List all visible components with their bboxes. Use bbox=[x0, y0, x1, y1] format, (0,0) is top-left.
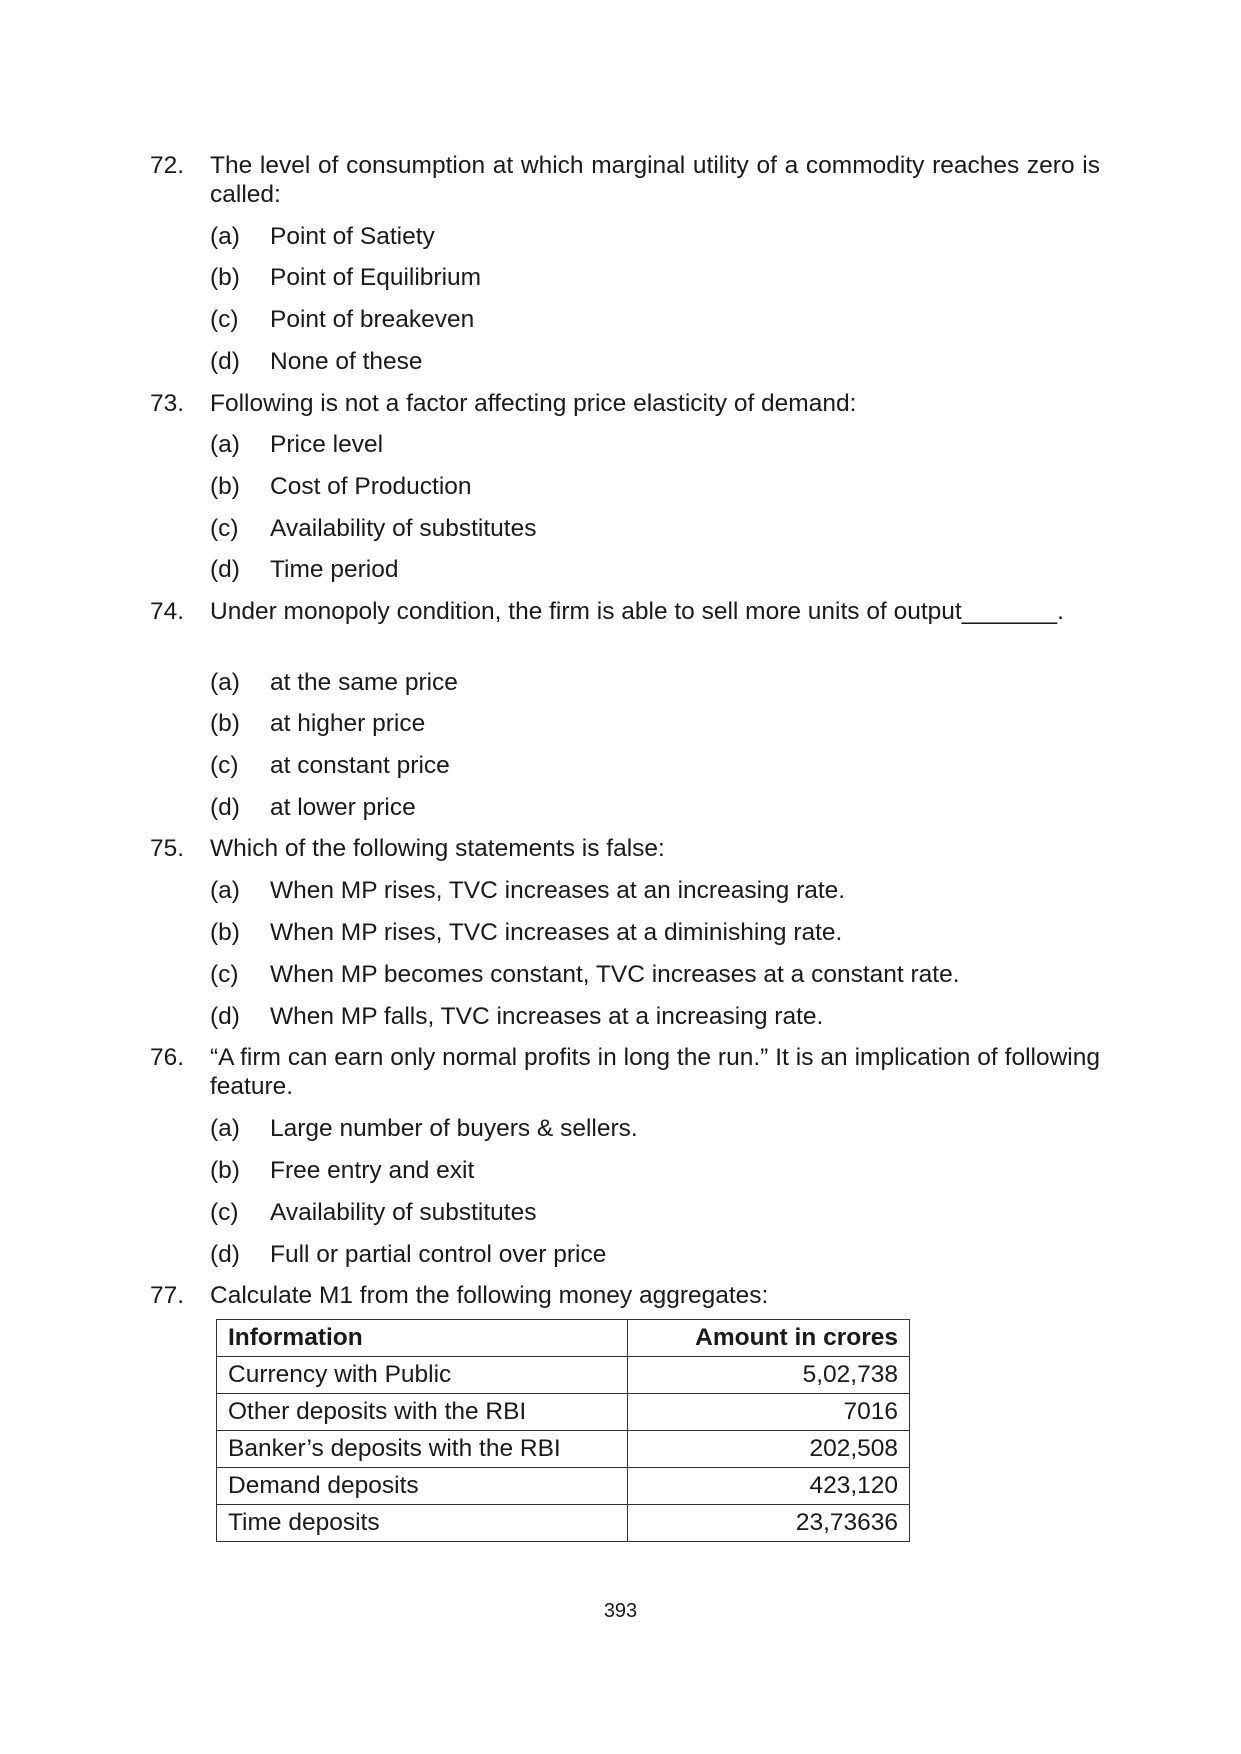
table-row bbox=[217, 1431, 910, 1468]
option-text: Point of breakeven bbox=[270, 306, 475, 333]
option-76-d bbox=[210, 1240, 606, 1269]
option-letter: (d) bbox=[210, 1003, 240, 1030]
option-73-d bbox=[210, 555, 398, 584]
option-text: Free entry and exit bbox=[270, 1157, 475, 1184]
option-73-b bbox=[210, 472, 472, 501]
option-74-d bbox=[210, 793, 416, 822]
option-letter: (d) bbox=[210, 794, 240, 821]
table-row bbox=[217, 1394, 910, 1431]
option-76-b bbox=[210, 1156, 474, 1185]
option-75-d bbox=[210, 1002, 823, 1031]
option-letter: (a) bbox=[210, 877, 240, 904]
option-letter: (b) bbox=[210, 919, 240, 946]
option-letter: (a) bbox=[210, 669, 240, 696]
question-number: 74. bbox=[150, 598, 185, 625]
table-cell: 423,120 bbox=[628, 1468, 910, 1505]
option-letter: (b) bbox=[210, 473, 240, 500]
option-text: at higher price bbox=[270, 710, 426, 737]
option-text: Point of Equilibrium bbox=[270, 264, 482, 291]
option-text: Large number of buyers & sellers. bbox=[270, 1115, 638, 1142]
question-number: 77. bbox=[150, 1282, 185, 1309]
option-text: Full or partial control over price bbox=[270, 1241, 607, 1268]
option-76-c bbox=[210, 1198, 536, 1227]
option-73-c bbox=[210, 514, 536, 543]
option-72-a bbox=[210, 222, 435, 251]
question-75 bbox=[150, 834, 1100, 863]
option-letter: (b) bbox=[210, 1157, 240, 1184]
option-72-d bbox=[210, 347, 423, 376]
option-text: When MP rises, TVC increases at an increasing rate. bbox=[270, 877, 846, 904]
option-75-a bbox=[210, 876, 845, 905]
option-letter: (b) bbox=[210, 710, 240, 737]
option-text: Availability of substitutes bbox=[270, 515, 537, 542]
option-text: at the same price bbox=[270, 669, 458, 696]
option-text: Point of Satiety bbox=[270, 223, 435, 250]
option-letter: (c) bbox=[210, 752, 239, 779]
option-letter: (c) bbox=[210, 961, 239, 988]
table-cell: 202,508 bbox=[628, 1431, 910, 1468]
option-text: at constant price bbox=[270, 752, 450, 779]
option-74-a bbox=[210, 668, 458, 697]
table-row bbox=[217, 1468, 910, 1505]
option-letter: (b) bbox=[210, 264, 240, 291]
option-text: When MP rises, TVC increases at a diminishing rate. bbox=[270, 919, 843, 946]
option-text: None of these bbox=[270, 348, 423, 375]
question-text: Calculate M1 from the following money aggregates: bbox=[210, 1282, 769, 1309]
question-text: Following is not a factor affecting price elasticity of demand: bbox=[210, 390, 857, 417]
option-74-c bbox=[210, 751, 450, 780]
question-text: The level of consumption at which marginal utility of a commodity reaches zero is called: bbox=[210, 152, 1100, 208]
table-cell: 23,73636 bbox=[628, 1505, 910, 1542]
table-row bbox=[217, 1357, 910, 1394]
option-letter: (c) bbox=[210, 306, 239, 333]
option-text: Time period bbox=[270, 556, 399, 583]
option-letter: (c) bbox=[210, 515, 239, 542]
option-text: Availability of substitutes bbox=[270, 1199, 537, 1226]
option-74-b bbox=[210, 709, 425, 738]
question-number: 75. bbox=[150, 835, 185, 862]
table-cell: Banker’s deposits with the RBI bbox=[217, 1431, 628, 1468]
question-77 bbox=[150, 1281, 1100, 1310]
question-text: “A firm can earn only normal profits in long the run.” It is an implication of following feature. bbox=[210, 1044, 1100, 1100]
page-number: 393 bbox=[603, 1600, 638, 1622]
question-76 bbox=[150, 1043, 1100, 1101]
question-72 bbox=[150, 151, 1100, 209]
option-letter: (d) bbox=[210, 348, 240, 375]
option-letter: (c) bbox=[210, 1199, 239, 1226]
option-letter: (a) bbox=[210, 1115, 240, 1142]
option-letter: (a) bbox=[210, 431, 240, 458]
option-text: Price level bbox=[270, 431, 384, 458]
option-text: When MP becomes constant, TVC increases at a constant rate. bbox=[270, 961, 960, 988]
table-cell: 5,02,738 bbox=[628, 1357, 910, 1394]
table-header: Information bbox=[217, 1320, 628, 1357]
question-number: 73. bbox=[150, 390, 185, 417]
option-76-a bbox=[210, 1114, 638, 1143]
table-row bbox=[217, 1505, 910, 1542]
table-cell: Time deposits bbox=[217, 1505, 628, 1542]
option-letter: (d) bbox=[210, 556, 240, 583]
question-text: Under monopoly condition, the firm is able to sell more units of output_______. bbox=[210, 598, 1064, 625]
question-number: 72. bbox=[150, 152, 185, 179]
option-72-b bbox=[210, 263, 481, 292]
option-letter: (a) bbox=[210, 223, 240, 250]
question-number: 76. bbox=[150, 1044, 185, 1071]
table-cell: Demand deposits bbox=[217, 1468, 628, 1505]
option-text: Cost of Production bbox=[270, 473, 472, 500]
option-75-b bbox=[210, 918, 842, 947]
table-header-row bbox=[217, 1320, 910, 1357]
question-text: Which of the following statements is false: bbox=[210, 835, 665, 862]
option-75-c bbox=[210, 960, 960, 989]
question-74 bbox=[150, 597, 1100, 626]
money-aggregates-table bbox=[216, 1319, 910, 1542]
table-cell: Currency with Public bbox=[217, 1357, 628, 1394]
table-cell: 7016 bbox=[628, 1394, 910, 1431]
option-letter: (d) bbox=[210, 1241, 240, 1268]
option-text: When MP falls, TVC increases at a increasing rate. bbox=[270, 1003, 824, 1030]
option-73-a bbox=[210, 430, 383, 459]
table-cell: Other deposits with the RBI bbox=[217, 1394, 628, 1431]
option-text: at lower price bbox=[270, 794, 416, 821]
table-header: Amount in crores bbox=[628, 1320, 910, 1357]
question-73 bbox=[150, 389, 1100, 418]
option-72-c bbox=[210, 305, 474, 334]
